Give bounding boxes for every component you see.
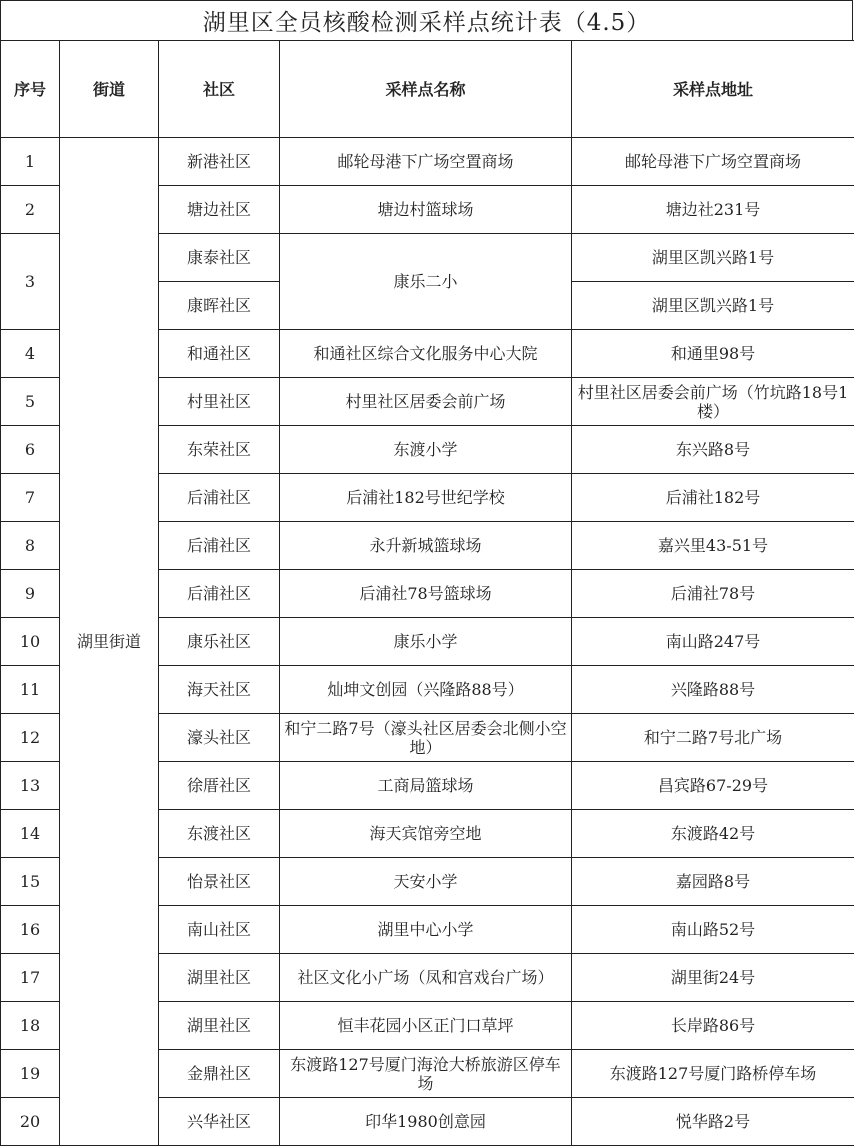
- row-address: 长岸路86号: [572, 1002, 854, 1050]
- row-site: 东渡路127号厦门海沧大桥旅游区停车场: [280, 1050, 572, 1098]
- row-site: 工商局篮球场: [280, 762, 572, 810]
- row-site: 和通社区综合文化服务中心大院: [280, 330, 572, 378]
- row-community: 东荣社区: [159, 426, 280, 474]
- row-site: 恒丰花园小区正门口草坪: [280, 1002, 572, 1050]
- row-no: 11: [1, 666, 60, 714]
- row-community: 怡景社区: [159, 858, 280, 906]
- row-address: 村里社区居委会前广场（竹坑路18号1楼）: [572, 378, 854, 426]
- row-address: 和宁二路7号北广场: [572, 714, 854, 762]
- row-no: 10: [1, 618, 60, 666]
- row-no: 13: [1, 762, 60, 810]
- row-no: 14: [1, 810, 60, 858]
- row-site: 湖里中心小学: [280, 906, 572, 954]
- row-community: 康泰社区: [159, 234, 280, 282]
- row-community: 康晖社区: [159, 282, 280, 330]
- row-address: 嘉兴里43-51号: [572, 522, 854, 570]
- row-no: 2: [1, 186, 60, 234]
- row-site: 康乐小学: [280, 618, 572, 666]
- row-community: 东渡社区: [159, 810, 280, 858]
- row-no: 1: [1, 138, 60, 186]
- row-address: 嘉园路8号: [572, 858, 854, 906]
- header-street: 街道: [60, 41, 159, 138]
- row-community: 南山社区: [159, 906, 280, 954]
- header-site-name: 采样点名称: [280, 41, 572, 138]
- table-row: [1, 138, 854, 186]
- row-no: 15: [1, 858, 60, 906]
- row-no: 7: [1, 474, 60, 522]
- row-community: 后浦社区: [159, 522, 280, 570]
- row-community: 徐厝社区: [159, 762, 280, 810]
- row-address: 东渡路42号: [572, 810, 854, 858]
- row-site: 后浦社78号篮球场: [280, 570, 572, 618]
- row-site: 东渡小学: [280, 426, 572, 474]
- row-no: 19: [1, 1050, 60, 1098]
- row-site: 塘边村篮球场: [280, 186, 572, 234]
- header-community: 社区: [159, 41, 280, 138]
- street-cell: 湖里街道: [60, 138, 159, 1146]
- row-no: 6: [1, 426, 60, 474]
- row-address: 兴隆路88号: [572, 666, 854, 714]
- table-title: 湖里区全员核酸检测采样点统计表（4.5）: [0, 0, 853, 41]
- row-community: 濠头社区: [159, 714, 280, 762]
- row-address: 和通里98号: [572, 330, 854, 378]
- row-address: 湖里区凯兴路1号: [572, 234, 854, 282]
- row-community: 海天社区: [159, 666, 280, 714]
- row-community: 湖里社区: [159, 1002, 280, 1050]
- row-no: 20: [1, 1098, 60, 1146]
- row-address: 后浦社78号: [572, 570, 854, 618]
- row-address: 悦华路2号: [572, 1098, 854, 1146]
- row-site: 后浦社182号世纪学校: [280, 474, 572, 522]
- row-community: 塘边社区: [159, 186, 280, 234]
- row-site: 灿坤文创园（兴隆路88号）: [280, 666, 572, 714]
- row-community: 康乐社区: [159, 618, 280, 666]
- row-address: 东渡路127号厦门路桥停车场: [572, 1050, 854, 1098]
- row-site: 社区文化小广场（凤和宫戏台广场）: [280, 954, 572, 1002]
- row-community: 村里社区: [159, 378, 280, 426]
- row-no: 16: [1, 906, 60, 954]
- row-no: 8: [1, 522, 60, 570]
- row-community: 后浦社区: [159, 474, 280, 522]
- row-site: 印华1980创意园: [280, 1098, 572, 1146]
- row-no: 4: [1, 330, 60, 378]
- row-address: 南山路52号: [572, 906, 854, 954]
- row-no: 18: [1, 1002, 60, 1050]
- row-address: 后浦社182号: [572, 474, 854, 522]
- header-site-address: 采样点地址: [572, 41, 854, 138]
- row-address: 塘边社231号: [572, 186, 854, 234]
- sampling-sites-table: [0, 40, 854, 1146]
- row-site: 和宁二路7号（濠头社区居委会北侧小空地）: [280, 714, 572, 762]
- row-community: 新港社区: [159, 138, 280, 186]
- row-address: 东兴路8号: [572, 426, 854, 474]
- row-no: 9: [1, 570, 60, 618]
- row-no: 17: [1, 954, 60, 1002]
- row-site: 康乐二小: [280, 234, 572, 330]
- row-community: 湖里社区: [159, 954, 280, 1002]
- header-row: [1, 41, 854, 138]
- row-address: 湖里区凯兴路1号: [572, 282, 854, 330]
- row-address: 昌宾路67-29号: [572, 762, 854, 810]
- row-site: 永升新城篮球场: [280, 522, 572, 570]
- row-community: 金鼎社区: [159, 1050, 280, 1098]
- row-address: 南山路247号: [572, 618, 854, 666]
- row-address: 邮轮母港下广场空置商场: [572, 138, 854, 186]
- row-no: 12: [1, 714, 60, 762]
- row-site: 天安小学: [280, 858, 572, 906]
- row-community: 兴华社区: [159, 1098, 280, 1146]
- row-no: 5: [1, 378, 60, 426]
- row-no: 3: [1, 234, 60, 330]
- row-site: 海天宾馆旁空地: [280, 810, 572, 858]
- row-site: 邮轮母港下广场空置商场: [280, 138, 572, 186]
- row-site: 村里社区居委会前广场: [280, 378, 572, 426]
- row-community: 后浦社区: [159, 570, 280, 618]
- header-no: 序号: [1, 41, 60, 138]
- row-address: 湖里街24号: [572, 954, 854, 1002]
- row-community: 和通社区: [159, 330, 280, 378]
